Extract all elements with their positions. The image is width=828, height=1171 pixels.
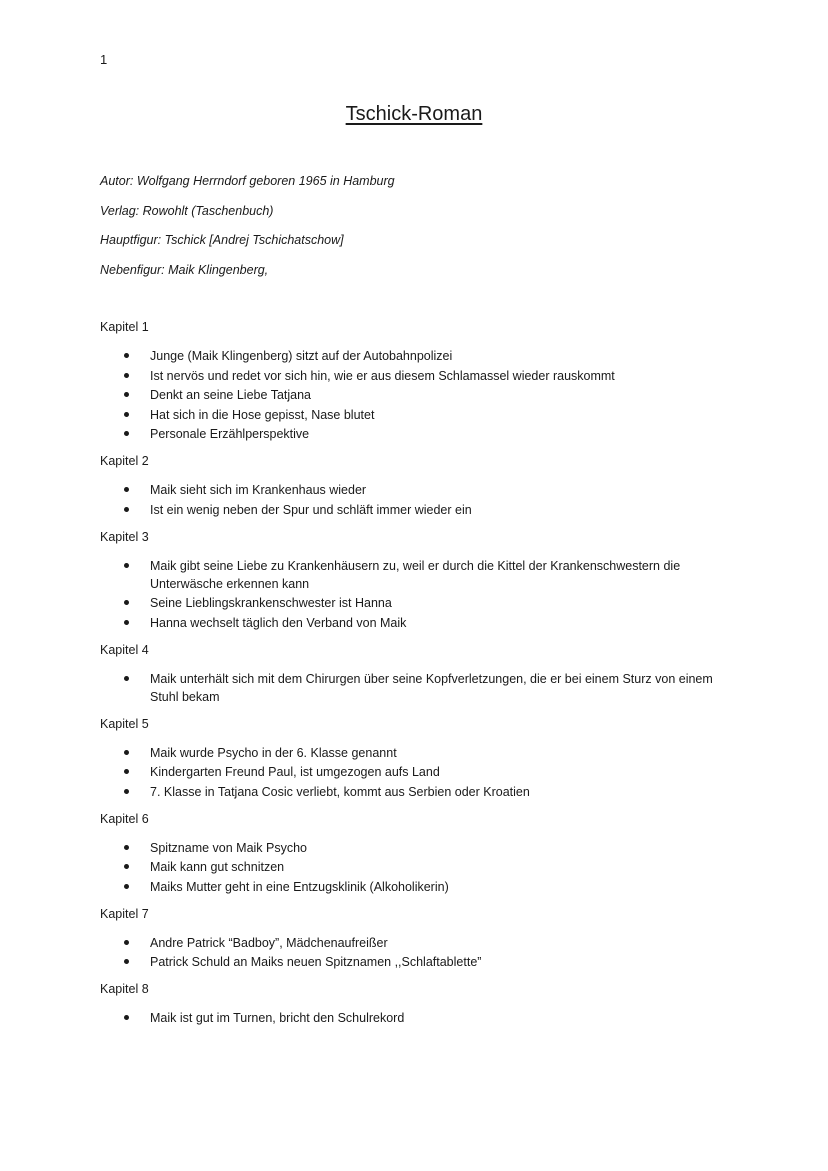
chapter-list (100, 319, 740, 1037)
list-item (100, 367, 740, 385)
list-item-text: Maik unterhält sich mit dem Chirurgen über seine Kopfverletzungen, die er bei einem Sturz von einem Stuhl bekam (150, 671, 713, 704)
list-item-text: Seine Lieblingskrankenschwester ist Hanna (150, 596, 392, 610)
list-item (100, 347, 740, 365)
bullet-icon (124, 600, 129, 605)
bullet-icon (124, 789, 129, 794)
list-item-text: 7. Klasse in Tatjana Cosic verliebt, kommt aus Serbien oder Kroatien (150, 784, 530, 799)
chapter-bullet-list (100, 744, 740, 801)
chapter-bullet-list (100, 839, 740, 896)
bullet-icon (124, 373, 129, 378)
chapter-bullet-list (100, 347, 740, 443)
page-number: 1 (100, 52, 108, 67)
document-title: Tschick-Roman (345, 103, 483, 125)
bullet-icon (124, 940, 129, 945)
list-item-text: Andre Patrick “Badboy”, Mädchenaufreißer (150, 935, 388, 950)
bullet-icon (124, 563, 129, 568)
list-item (100, 557, 740, 593)
bullet-icon (124, 769, 129, 774)
list-item (100, 953, 740, 971)
list-item (100, 406, 740, 424)
bullet-icon (124, 412, 129, 417)
chapter-heading: Kapitel 8 (100, 982, 149, 996)
chapter-heading: Kapitel 2 (100, 454, 149, 468)
list-item-text: Junge (Maik Klingenberg) sitzt auf der Autobahnpolizei (150, 349, 453, 363)
list-item-text: Maik kann gut schnitzen (150, 860, 285, 874)
chapter-heading: Kapitel 1 (100, 320, 149, 334)
list-item-text: Denkt an seine Liebe Tatjana (150, 388, 311, 402)
list-item-text: Maik wurde Psycho in der 6. Klasse genannt (150, 745, 397, 760)
bullet-icon (124, 864, 129, 869)
list-item-text: Patrick Schuld an Maiks neuen Spitznamen ,,Schlaftablette” (150, 955, 482, 969)
list-item (100, 858, 740, 876)
list-item (100, 839, 740, 857)
bullet-icon (124, 392, 129, 397)
list-item-text: Maik sieht sich im Krankenhaus wieder (150, 483, 367, 497)
publisher-line: Verlag: Rowohlt (Taschenbuch) (100, 203, 274, 218)
bullet-icon (124, 845, 129, 850)
list-item-text: Kindergarten Freund Paul, ist umgezogen aufs Land (150, 765, 440, 779)
list-item-text: Personale Erzählperspektive (150, 427, 310, 441)
chapter-bullet-list (100, 934, 740, 972)
chapter-heading: Kapitel 5 (100, 716, 149, 731)
main-character-line: Hauptfigur: Tschick [Andrej Tschichatschow] (100, 233, 344, 247)
list-item (100, 481, 740, 499)
list-item (100, 744, 740, 762)
chapter-heading: Kapitel 7 (100, 906, 149, 921)
bullet-icon (124, 487, 129, 492)
bullet-icon (124, 431, 129, 436)
list-item-text: Ist nervös und redet vor sich hin, wie er aus diesem Schlamassel wieder rauskommt (150, 368, 615, 383)
list-item (100, 670, 740, 706)
list-item-text: Maik gibt seine Liebe zu Krankenhäusern zu, weil er durch die Kittel der Krankenschwestern die Unterwäsche erkennen kann (150, 558, 681, 591)
list-item (100, 878, 740, 896)
list-item (100, 614, 740, 632)
chapter-bullet-list (100, 481, 740, 519)
list-item (100, 386, 740, 404)
chapter-bullet-list (100, 557, 740, 632)
chapter-heading: Kapitel 3 (100, 529, 149, 544)
bullet-icon (124, 1015, 129, 1020)
list-item-text: Maiks Mutter geht in eine Entzugsklinik (Alkoholikerin) (150, 879, 449, 894)
list-item (100, 594, 740, 612)
chapter-heading: Kapitel 4 (100, 642, 149, 657)
list-item-text: Hanna wechselt täglich den Verband von Maik (150, 615, 407, 630)
list-item (100, 501, 740, 519)
list-item (100, 783, 740, 801)
chapter-heading: Kapitel 6 (100, 811, 149, 826)
list-item-text: Maik ist gut im Turnen, bricht den Schulrekord (150, 1011, 405, 1025)
list-item-text: Hat sich in die Hose gepisst, Nase blutet (150, 407, 375, 422)
bullet-icon (124, 884, 129, 889)
list-item (100, 1009, 740, 1027)
bullet-icon (124, 507, 129, 512)
bullet-icon (124, 676, 129, 681)
author-line: Autor: Wolfgang Herrndorf geboren 1965 in Hamburg (100, 174, 395, 188)
list-item (100, 425, 740, 443)
chapter-bullet-list (100, 1009, 740, 1027)
bullet-icon (124, 750, 129, 755)
bullet-icon (124, 959, 129, 964)
list-item (100, 934, 740, 952)
list-item-text: Ist ein wenig neben der Spur und schläft immer wieder ein (150, 502, 472, 517)
book-info (100, 173, 740, 291)
bullet-icon (124, 353, 129, 358)
side-character-line: Nebenfigur: Maik Klingenberg, (100, 262, 269, 277)
list-item-text: Spitzname von Maik Psycho (150, 840, 308, 855)
list-item (100, 763, 740, 781)
chapter-bullet-list (100, 670, 740, 706)
bullet-icon (124, 620, 129, 625)
